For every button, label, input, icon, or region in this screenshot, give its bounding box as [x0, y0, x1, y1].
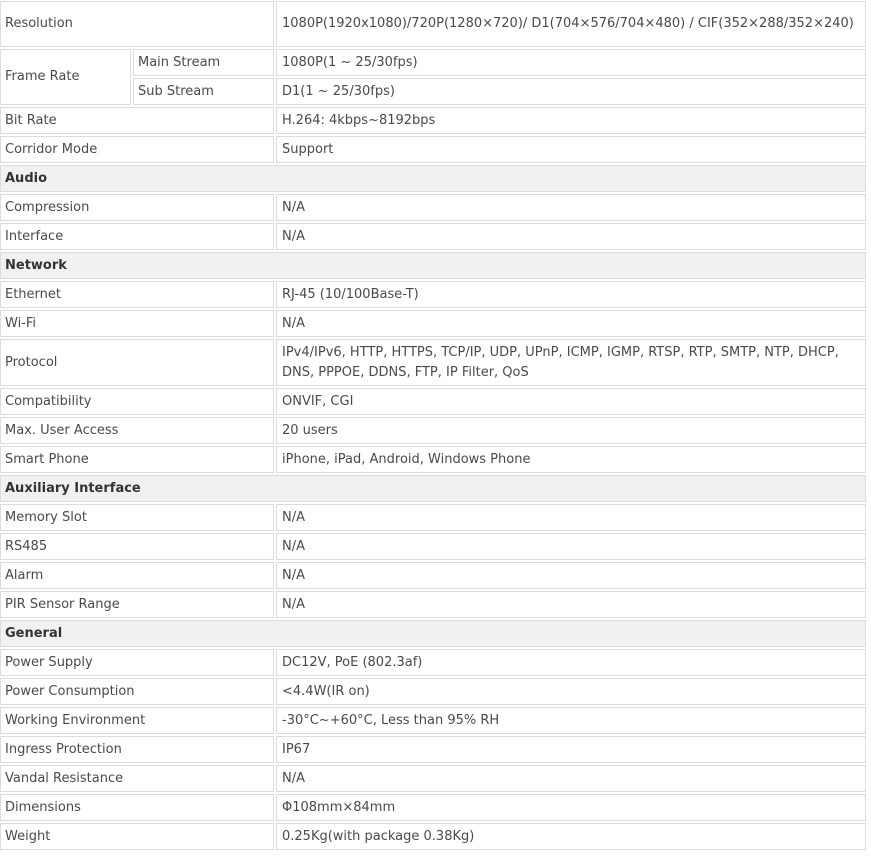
spec-row-bit-rate [0, 107, 866, 134]
spec-label: Compression [0, 194, 274, 221]
spec-value: N/A [276, 591, 866, 618]
spec-value: N/A [276, 223, 866, 250]
spec-value: H.264: 4kbps~8192bps [276, 107, 866, 134]
section-title: Audio [0, 165, 866, 192]
spec-row-ethernet [0, 281, 866, 308]
spec-label: Power Supply [0, 649, 274, 676]
spec-label: Power Consumption [0, 678, 274, 705]
spec-label: Bit Rate [0, 107, 274, 134]
spec-label: RS485 [0, 533, 274, 560]
spec-label: Memory Slot [0, 504, 274, 531]
spec-label: Alarm [0, 562, 274, 589]
spec-value: 1080P(1920x1080)/720P(1280×720)/ D1(704×576/704×480) / CIF(352×288/352×240) [276, 1, 866, 47]
spec-table-body [0, 1, 866, 850]
spec-value: 20 users [276, 417, 866, 444]
spec-value: -30°C~+60°C, Less than 95% RH [276, 707, 866, 734]
spec-row-resolution [0, 1, 866, 47]
spec-row-pir-sensor-range [0, 591, 866, 618]
spec-row-ingress-protection [0, 736, 866, 763]
spec-value: D1(1 ~ 25/30fps) [276, 78, 866, 105]
spec-row-compression [0, 194, 866, 221]
spec-value: Support [276, 136, 866, 163]
spec-row-wi-fi [0, 310, 866, 337]
spec-label: Ingress Protection [0, 736, 274, 763]
spec-sublabel: Sub Stream [133, 78, 274, 105]
section-header-audio [0, 165, 866, 192]
spec-label: Compatibility [0, 388, 274, 415]
spec-value: IPv4/IPv6, HTTP, HTTPS, TCP/IP, UDP, UPnP, ICMP, IGMP, RTSP, RTP, SMTP, NTP, DHCP, DNS, PPPOE, DDNS, FTP, IP Filter, QoS [276, 339, 866, 386]
spec-row-power-consumption [0, 678, 866, 705]
spec-row-compatibility [0, 388, 866, 415]
spec-label: Interface [0, 223, 274, 250]
spec-row-rs485 [0, 533, 866, 560]
section-header-general [0, 620, 866, 647]
spec-row-power-supply [0, 649, 866, 676]
spec-value: IP67 [276, 736, 866, 763]
spec-value: <4.4W(IR on) [276, 678, 866, 705]
spec-label: Protocol [0, 339, 274, 386]
spec-label: Working Environment [0, 707, 274, 734]
spec-value: N/A [276, 562, 866, 589]
spec-row-smart-phone [0, 446, 866, 473]
spec-row-memory-slot [0, 504, 866, 531]
spec-value: 0.25Kg(with package 0.38Kg) [276, 823, 866, 850]
spec-value: Φ108mm×84mm [276, 794, 866, 821]
spec-value: N/A [276, 533, 866, 560]
section-header-network [0, 252, 866, 279]
spec-row-interface [0, 223, 866, 250]
spec-value: N/A [276, 504, 866, 531]
spec-value: iPhone, iPad, Android, Windows Phone [276, 446, 866, 473]
spec-label: Dimensions [0, 794, 274, 821]
spec-row-vandal-resistance [0, 765, 866, 792]
spec-row-corridor-mode [0, 136, 866, 163]
spec-row-frame-rate-main-stream [0, 49, 866, 76]
spec-row-max-user-access [0, 417, 866, 444]
section-header-auxiliary-interface [0, 475, 866, 502]
section-title: General [0, 620, 866, 647]
spec-value: DC12V, PoE (802.3af) [276, 649, 866, 676]
spec-row-weight [0, 823, 866, 850]
spec-label: PIR Sensor Range [0, 591, 274, 618]
spec-label: Weight [0, 823, 274, 850]
spec-label: Wi-Fi [0, 310, 274, 337]
spec-label: Corridor Mode [0, 136, 274, 163]
spec-label: Frame Rate [0, 49, 131, 105]
spec-row-alarm [0, 562, 866, 589]
spec-value: 1080P(1 ~ 25/30fps) [276, 49, 866, 76]
spec-label: Vandal Resistance [0, 765, 274, 792]
spec-row-dimensions [0, 794, 866, 821]
spec-row-protocol [0, 339, 866, 386]
spec-value: ONVIF, CGI [276, 388, 866, 415]
section-title: Network [0, 252, 866, 279]
spec-value: RJ-45 (10/100Base-T) [276, 281, 866, 308]
spec-value: N/A [276, 194, 866, 221]
spec-label: Ethernet [0, 281, 274, 308]
spec-label: Resolution [0, 1, 274, 47]
spec-label: Smart Phone [0, 446, 274, 473]
spec-value: N/A [276, 310, 866, 337]
spec-sublabel: Main Stream [133, 49, 274, 76]
spec-row-working-environment [0, 707, 866, 734]
section-title: Auxiliary Interface [0, 475, 866, 502]
spec-value: N/A [276, 765, 866, 792]
spec-label: Max. User Access [0, 417, 274, 444]
